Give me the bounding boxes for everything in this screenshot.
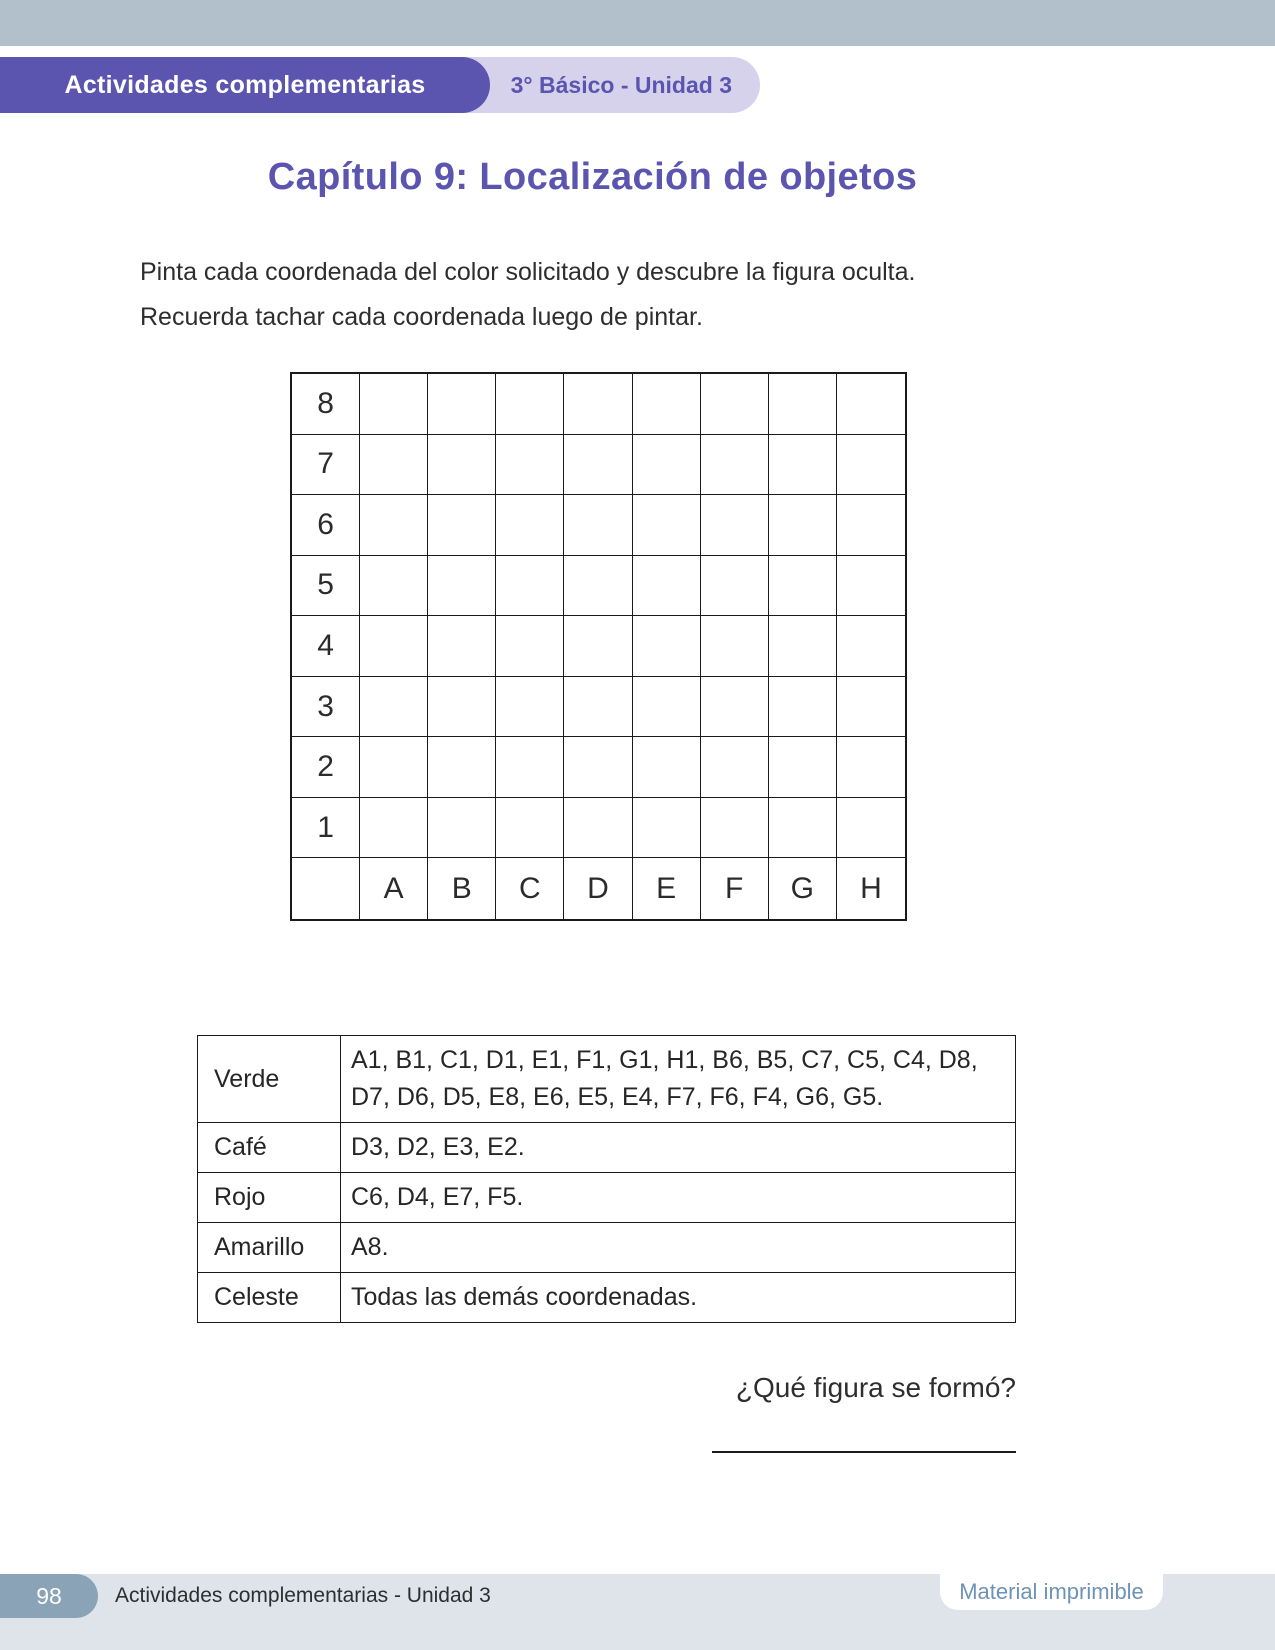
grid-cell[interactable]: [769, 495, 837, 556]
grid-cell[interactable]: [428, 435, 496, 496]
grid-column-label: E: [633, 858, 701, 919]
answer-blank-line[interactable]: [712, 1451, 1016, 1453]
table-row: [198, 1123, 1016, 1173]
color-legend-table: [197, 1035, 1016, 1323]
grid-column-label: D: [564, 858, 632, 919]
grid-column-label: H: [860, 871, 882, 905]
coordinates-cell: Todas las demás coordenadas.: [341, 1273, 1016, 1323]
grid-cell[interactable]: [769, 677, 837, 738]
grid-cell[interactable]: [633, 374, 701, 435]
material-imprimible-label: Material imprimible: [959, 1579, 1144, 1604]
instructions-line-1: Pinta cada coordenada del color solicitado y descubre la figura oculta.: [140, 258, 916, 286]
grid-cell[interactable]: [428, 374, 496, 435]
grid-row-label: 7: [292, 435, 360, 496]
page-number-badge: [0, 1574, 98, 1618]
grid-cell[interactable]: [360, 616, 428, 677]
grid-cell[interactable]: [633, 616, 701, 677]
grid-cell[interactable]: [360, 737, 428, 798]
grid-cell[interactable]: [428, 495, 496, 556]
grid-cell[interactable]: [428, 556, 496, 617]
grid-cell[interactable]: [769, 556, 837, 617]
table-row: [198, 1273, 1016, 1323]
grid-cell[interactable]: [496, 798, 564, 859]
grid-cell[interactable]: [701, 737, 769, 798]
grid-cell[interactable]: [428, 737, 496, 798]
coordinates-cell: C6, D4, E7, F5.: [341, 1173, 1016, 1223]
grid-cell[interactable]: [496, 677, 564, 738]
instructions-line-2: Recuerda tachar cada coordenada luego de pintar.: [140, 303, 703, 331]
grid-cell[interactable]: [837, 435, 905, 496]
grid-cell[interactable]: [564, 556, 632, 617]
coordinates-cell: A8.: [341, 1223, 1016, 1273]
grid-cell[interactable]: [701, 677, 769, 738]
activities-badge-label: Actividades complementarias: [64, 70, 426, 99]
grid-row-label: 1: [292, 798, 360, 859]
grid-cell[interactable]: [633, 495, 701, 556]
coordinate-grid: [290, 372, 907, 921]
grid-cell[interactable]: [496, 616, 564, 677]
top-bar: [0, 0, 1275, 46]
grid-column-label: A: [360, 858, 428, 919]
color-name-cell: Rojo: [198, 1173, 341, 1223]
grid-cell[interactable]: [701, 495, 769, 556]
color-name-cell: Verde: [198, 1036, 341, 1123]
grid-cell[interactable]: [564, 737, 632, 798]
grid-cell[interactable]: [633, 798, 701, 859]
grid-column-label: G: [769, 858, 837, 919]
grid-cell[interactable]: [496, 495, 564, 556]
material-imprimible-badge: [940, 1574, 1163, 1610]
grid-cell[interactable]: [564, 495, 632, 556]
grid-cell[interactable]: [769, 374, 837, 435]
color-name-cell: Café: [198, 1123, 341, 1173]
activities-badge: [0, 57, 490, 113]
grid-cell[interactable]: [701, 435, 769, 496]
grid-cell[interactable]: [496, 374, 564, 435]
grid-cell[interactable]: [360, 677, 428, 738]
grid-cell[interactable]: [564, 798, 632, 859]
grid-cell[interactable]: [837, 495, 905, 556]
grid-cell[interactable]: [769, 737, 837, 798]
footer-text: Actividades complementarias - Unidad 3: [115, 1584, 491, 1607]
grid-cell[interactable]: [701, 374, 769, 435]
grid-cell[interactable]: [428, 616, 496, 677]
grid-cell[interactable]: [769, 435, 837, 496]
grid-row-label: 2: [292, 737, 360, 798]
coordinates-cell: D3, D2, E3, E2.: [341, 1123, 1016, 1173]
grid-cell[interactable]: [837, 616, 905, 677]
grid-column-label: B: [428, 858, 496, 919]
grid-cell[interactable]: [360, 798, 428, 859]
grid-row-label: 4: [292, 616, 360, 677]
grid-cell[interactable]: [496, 556, 564, 617]
grid-cell[interactable]: [701, 556, 769, 617]
grid-cell[interactable]: [633, 677, 701, 738]
table-row: [198, 1173, 1016, 1223]
question-text: ¿Qué figura se formó?: [735, 1372, 1016, 1403]
grid-cell[interactable]: [564, 677, 632, 738]
grid-cell[interactable]: [360, 374, 428, 435]
grid-cell[interactable]: [428, 677, 496, 738]
grid-row-label: 8: [292, 374, 360, 435]
grid-cell[interactable]: [564, 616, 632, 677]
grid-cell[interactable]: [837, 798, 905, 859]
grid-cell[interactable]: [769, 798, 837, 859]
grid-cell[interactable]: [837, 556, 905, 617]
grid-cell[interactable]: [837, 737, 905, 798]
grid-cell[interactable]: [496, 737, 564, 798]
grid-cell[interactable]: [633, 737, 701, 798]
grid-cell[interactable]: [360, 435, 428, 496]
grid-cell[interactable]: [564, 435, 632, 496]
color-name-cell: Celeste: [198, 1273, 341, 1323]
page-title: Capítulo 9: Localización de objetos: [267, 156, 918, 198]
grid-row-label: 5: [292, 556, 360, 617]
table-row: [198, 1223, 1016, 1273]
grid-cell[interactable]: [633, 435, 701, 496]
grid-cell[interactable]: [701, 616, 769, 677]
instructions: [140, 250, 1100, 340]
grid-cell[interactable]: [360, 556, 428, 617]
grid-cell[interactable]: [769, 616, 837, 677]
unit-badge-label: 3° Básico - Unidad 3: [510, 71, 732, 98]
grid-cell[interactable]: [428, 798, 496, 859]
grid-column-label: F: [701, 858, 769, 919]
grid-corner-cell: [292, 858, 360, 919]
grid-cell[interactable]: [564, 374, 632, 435]
grid-cell[interactable]: [837, 374, 905, 435]
color-name-cell: Amarillo: [198, 1223, 341, 1273]
grid-column-label: C: [496, 858, 564, 919]
grid-cell[interactable]: [360, 495, 428, 556]
page-number: 98: [36, 1582, 62, 1609]
grid-cell[interactable]: [496, 435, 564, 496]
grid-cell[interactable]: [837, 677, 905, 738]
table-row: [198, 1036, 1016, 1123]
grid-cell[interactable]: [633, 556, 701, 617]
coordinates-cell: A1, B1, C1, D1, E1, F1, G1, H1, B6, B5, C7, C5, C4, D8, D7, D6, D5, E8, E6, E5, E4, F7, F6, F4, G6, G5.: [341, 1036, 1016, 1123]
grid-cell[interactable]: [701, 798, 769, 859]
grid-row-label: 6: [292, 495, 360, 556]
grid-row-label: 3: [292, 677, 360, 738]
